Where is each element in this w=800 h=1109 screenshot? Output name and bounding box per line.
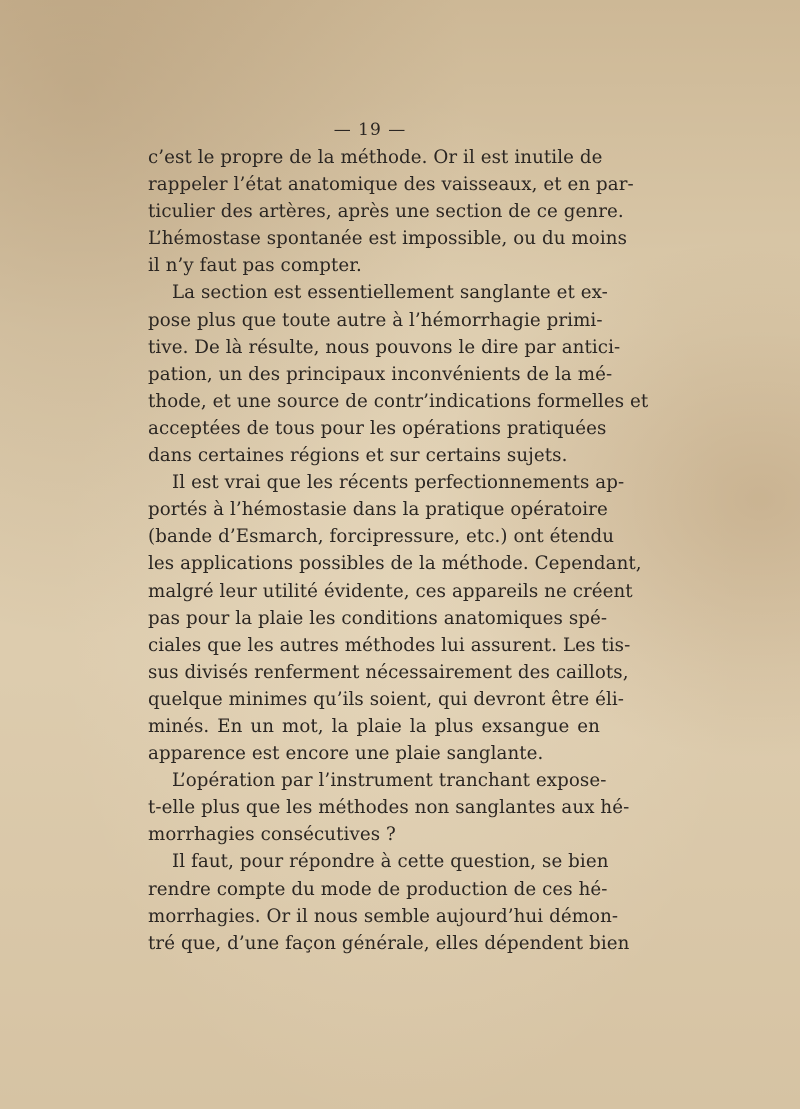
text-line: les applications possibles de la méthode. Cependant, xyxy=(148,553,642,575)
text-line: apparence est encore une plaie sanglante. xyxy=(148,743,544,765)
text-line: ciales que les autres méthodes lui assurent. Les tis- xyxy=(148,634,631,656)
text-line: t-elle plus que les méthodes non sanglantes aux hé- xyxy=(148,797,630,819)
text-line: pation, un des principaux inconvénients de la mé- xyxy=(148,363,613,385)
text-line: La section est essentiellement sanglante et ex- xyxy=(172,282,608,304)
text-line: morrhagies consécutives ? xyxy=(148,824,396,846)
text-line: tré que, d’une façon générale, elles dépendent bien xyxy=(148,932,630,954)
text-line: pose plus que toute autre à l’hémorrhagie primi- xyxy=(148,309,603,331)
text-line: rappeler l’état anatomique des vaisseaux, et en par- xyxy=(148,174,634,196)
text-line: dans certaines régions et sur certains sujets. xyxy=(148,445,568,467)
page-number: — 19 — xyxy=(333,120,407,140)
text-line: malgré leur utilité évidente, ces appareils ne créent xyxy=(148,580,633,602)
text-line: sus divisés renferment nécessairement des caillots, xyxy=(148,661,629,683)
text-line: ticulier des artères, après une section de ce genre. xyxy=(148,201,624,223)
text-line: Il faut, pour répondre à cette question, se bien xyxy=(172,851,609,873)
body-text xyxy=(148,144,649,957)
text-line: pas pour la plaie les conditions anatomiques spé- xyxy=(148,607,608,629)
text-line: rendre compte du mode de production de ces hé- xyxy=(148,878,608,900)
text-line: acceptées de tous pour les opérations pratiquées xyxy=(148,417,607,439)
text-line: morrhagies. Or il nous semble aujourd’hui démon- xyxy=(148,905,619,927)
text-line: (bande d’Esmarch, forcipressure, etc.) ont étendu xyxy=(148,526,615,548)
text-line: il n’y faut pas compter. xyxy=(148,255,362,277)
text-line: thode, et une source de contr’indications formelles et xyxy=(148,390,649,412)
text-line: portés à l’hémostasie dans la pratique opératoire xyxy=(148,499,608,521)
text-line: minés. En un mot, la plaie la plus exsangue en xyxy=(148,715,600,737)
text-line: Il est vrai que les récents perfectionnements ap- xyxy=(172,472,625,494)
text-line: tive. De là résulte, nous pouvons le dire par antici- xyxy=(148,336,621,358)
text-line: L’hémostase spontanée est impossible, ou du moins xyxy=(148,228,627,250)
text-line: L’opération par l’instrument tranchant expose- xyxy=(172,770,607,792)
text-line: c’est le propre de la méthode. Or il est inutile de xyxy=(148,147,603,168)
text-line: quelque minimes qu’ils soient, qui devront être éli- xyxy=(148,688,625,710)
